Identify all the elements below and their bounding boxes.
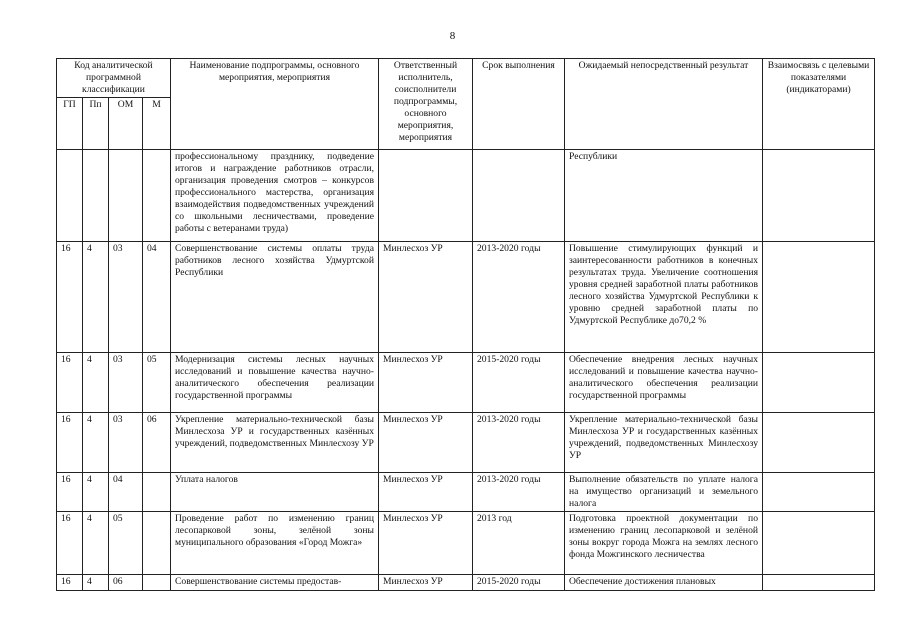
cell-link [763, 150, 875, 242]
cell-executor: Минлесхоз УР [379, 353, 473, 413]
table-row [57, 353, 875, 413]
cell-period: 2013-2020 годы [473, 242, 565, 353]
cell-m: 04 [143, 242, 171, 353]
cell-m: 06 [143, 413, 171, 473]
cell-executor: Минлесхоз УР [379, 413, 473, 473]
cell-gp: 16 [57, 242, 83, 353]
header-pp: Пп [83, 98, 109, 150]
cell-name: Проведение работ по изменению границ лесопарковой зоны, зелёной зоны муниципального образования «Город Можга» [171, 512, 379, 575]
cell-pp: 4 [83, 353, 109, 413]
table-row [57, 242, 875, 353]
cell-name: Уплата налогов [171, 473, 379, 512]
header-code-classification: Код аналитической программной классификации [57, 59, 171, 98]
cell-gp: 16 [57, 512, 83, 575]
page-number: 8 [449, 30, 456, 42]
cell-link [763, 512, 875, 575]
cell-result: Обеспечение достижения плановых [565, 575, 763, 591]
cell-gp: 16 [57, 473, 83, 512]
cell-result: Подготовка проектной документации по изменению границ лесопарковой и зелёной зоны вокруг города Можга на землях лесного фонда Можгинского лесничества [565, 512, 763, 575]
cell-name: Укрепление материально-технической базы Минлесхоза УР и государственных казённых учреждений, подведомственных Минлесхозу УР [171, 413, 379, 473]
cell-om [109, 150, 143, 242]
cell-pp: 4 [83, 512, 109, 575]
cell-period: 2013-2020 годы [473, 473, 565, 512]
cell-om: 03 [109, 242, 143, 353]
program-table [56, 58, 875, 591]
header-executor: Ответственный исполнитель, соисполнители подпрограммы, основного мероприятия, мероприятия [379, 59, 473, 150]
header-link: Взаимосвязь с целевыми показателями (индикаторами) [763, 59, 875, 150]
cell-link [763, 413, 875, 473]
header-result: Ожидаемый непосредственный результат [565, 59, 763, 150]
header-period: Срок выполнения [473, 59, 565, 150]
cell-om: 03 [109, 353, 143, 413]
cell-om: 05 [109, 512, 143, 575]
cell-link [763, 473, 875, 512]
cell-period [473, 150, 565, 242]
cell-link [763, 575, 875, 591]
cell-pp: 4 [83, 242, 109, 353]
header-gp: ГП [57, 98, 83, 150]
cell-m [143, 512, 171, 575]
cell-om: 06 [109, 575, 143, 591]
table-row [57, 575, 875, 591]
cell-name: Модернизация системы лесных научных исследований и повышение качества научно-аналитического обеспечения реализации государственной программы [171, 353, 379, 413]
cell-result: Укрепление материально-технической базы Минлесхоза УР и государственных казённых учреждений, подведомственных Минлесхозу УР [565, 413, 763, 473]
cell-name: Совершенствование системы предостав- [171, 575, 379, 591]
cell-gp [57, 150, 83, 242]
cell-period: 2015-2020 годы [473, 353, 565, 413]
cell-pp [83, 150, 109, 242]
cell-result: Повышение стимулирующих функций и заинтересованности работников в конечных результатах труда. Увеличение соотношения уровня средней заработной платы работников лесного хозяйства Удмуртской Республики к уровню средней заработной платы по Удмуртской Республике до70,2 % [565, 242, 763, 353]
header-name: Наименование подпрограммы, основного мероприятия, мероприятия [171, 59, 379, 150]
cell-period: 2015-2020 годы [473, 575, 565, 591]
cell-m: 05 [143, 353, 171, 413]
cell-period: 2013 год [473, 512, 565, 575]
cell-pp: 4 [83, 575, 109, 591]
table-row [57, 512, 875, 575]
table-row [57, 473, 875, 512]
cell-name: Совершенствование системы оплаты труда работников лесного хозяйства Удмуртской Республики [171, 242, 379, 353]
cell-name: профессиональному празднику, подведение итогов и награждение работников отрасли, организация проведения смотров – конкурсов профессионального мастерства, организация взаимодействия подведомственных учреждений со школьными лесничествами, проведение работы с ветеранами труда) [171, 150, 379, 242]
cell-period: 2013-2020 годы [473, 413, 565, 473]
cell-result: Обеспечение внедрения лесных научных исследований и повышение качества научно-аналитического обеспечения реализации государственной программы [565, 353, 763, 413]
cell-executor [379, 150, 473, 242]
cell-om: 03 [109, 413, 143, 473]
header-om: ОМ [109, 98, 143, 150]
cell-pp: 4 [83, 413, 109, 473]
cell-m [143, 473, 171, 512]
cell-m [143, 575, 171, 591]
cell-executor: Минлесхоз УР [379, 242, 473, 353]
cell-gp: 16 [57, 413, 83, 473]
table-row [57, 150, 875, 242]
cell-result: Выполнение обязательств по уплате налога на имущество организаций и земельного налога [565, 473, 763, 512]
table-row [57, 413, 875, 473]
cell-pp: 4 [83, 473, 109, 512]
cell-om: 04 [109, 473, 143, 512]
cell-executor: Минлесхоз УР [379, 512, 473, 575]
cell-gp: 16 [57, 575, 83, 591]
cell-result: Республики [565, 150, 763, 242]
cell-link [763, 242, 875, 353]
cell-gp: 16 [57, 353, 83, 413]
header-m: М [143, 98, 171, 150]
cell-m [143, 150, 171, 242]
cell-link [763, 353, 875, 413]
cell-executor: Минлесхоз УР [379, 473, 473, 512]
cell-executor: Минлесхоз УР [379, 575, 473, 591]
